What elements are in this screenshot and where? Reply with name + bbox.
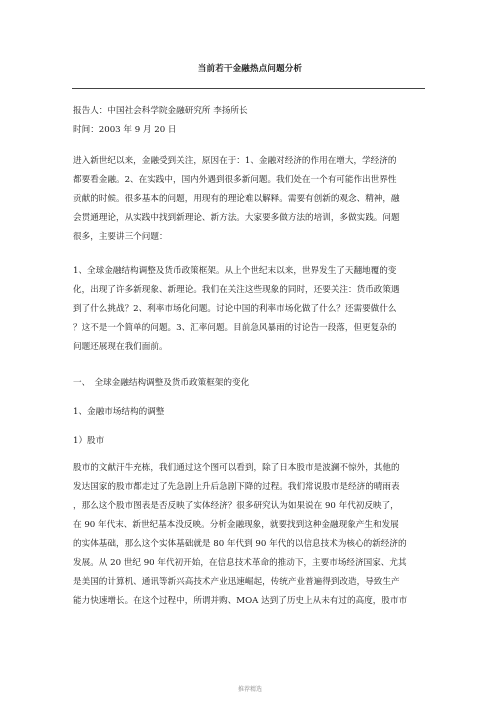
paragraph-stock-market	[73, 459, 428, 611]
paragraph-line: 问题还展现在我们面前。	[73, 342, 168, 352]
paragraph-line: 发达国家的股市都走过了先急剧上升后急剧下降的过程。我们常说股市是经济的晴雨表	[73, 482, 400, 492]
paragraph-line: 的实体基础，那么这个实体基础就是 80 年代到 90 年代的以信息技术为核心的新经济的	[73, 539, 407, 549]
paragraph-intro	[73, 152, 428, 247]
section-heading: 一、 全球金融结构调整及货币政策框架的变化	[73, 378, 250, 388]
paragraph-line: 是美国的计算机、通讯等新兴高技术产业迅速崛起，传统产业普遍得到改造，导致生产	[73, 577, 400, 587]
title-divider	[72, 88, 425, 89]
paragraph-line: 都要看金融。2、在实践中，国内外遇到很多新问题。我们处在一个有可能作出世界性	[73, 175, 397, 185]
paragraph-line: 发展。从 20 世纪 90 年代初开始，在信息技术革命的推动下，主要市场经济国家、尤其	[73, 558, 407, 568]
paragraph-line: 股市的文献汗牛充栋，我们通过这个图可以看到，除了日本股市是波澜不惊外，其他的	[73, 463, 400, 473]
date-line: 时间：2003 年 9 月 20 日	[73, 125, 177, 135]
paragraph-line: 到了什么挑战？2、利率市场化问题。讨论中国的利率市场化做了什么？还需要做什么	[73, 304, 397, 314]
subsubsection-heading: 1）股市	[73, 436, 105, 446]
paragraph-line: ？这不是一个简单的问题。3、汇率问题。目前急风暴雨的讨论告一段落，但更复杂的	[73, 323, 397, 333]
page-footer: 推荐精选	[237, 686, 262, 693]
paragraph-overview	[73, 262, 428, 357]
paragraph-line: 能力快速增长。在这个过程中，所谓并购、MOA 达到了历史上从未有过的高度，股市市	[73, 596, 408, 606]
reporter-line: 报告人：中国社会科学院金融研究所 李扬所长	[73, 106, 248, 116]
paragraph-line: ，那么这个股市图表是否反映了实体经济？很多研究认为如果说在 90 年代初反映了，	[73, 501, 399, 511]
paragraph-line: 进入新世纪以来，金融受到关注，原因在于：1、金融对经济的作用在增大，学经济的	[73, 156, 397, 166]
paragraph-line: 化，出现了许多新现象、新理论。我们在关注这些现象的同时，还要关注：货币政策遇	[73, 285, 400, 295]
paragraph-line: 在 90 年代末、新世纪基本没反映。分析金融现象，就要找到这种金融现象产生和发展	[73, 520, 399, 530]
paragraph-line: 会贯通理论，从实践中找到新理论、新方法。大家要多做方法的培训，多做实践。问题	[73, 213, 400, 223]
subsection-heading: 1、金融市场结构的调整	[73, 407, 165, 417]
paragraph-line: 很多，主要讲三个问题：	[73, 232, 168, 242]
paragraph-line: 贡献的时候。很多基本的问题，用现有的理论难以解释。需要有创新的观念、精神，融	[73, 194, 400, 204]
paragraph-line: 1、全球金融结构调整及货币政策框架。从上个世纪末以来，世界发生了天翻地覆的变	[73, 266, 397, 276]
document-title: 当前若干金融热点问题分析	[197, 64, 303, 74]
